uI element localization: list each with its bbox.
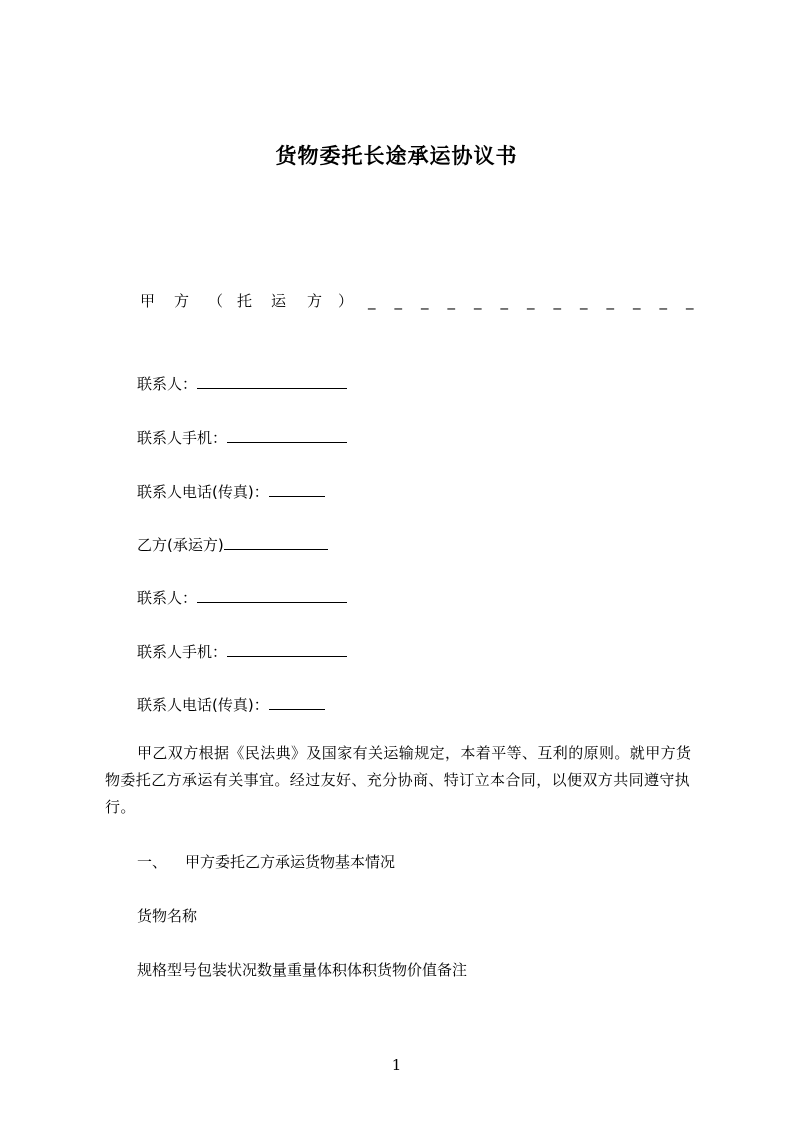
party-a-underscore: _ <box>580 292 588 310</box>
party-b-contact-label: 联系人： <box>137 589 198 607</box>
section-1-heading <box>137 852 395 872</box>
party-a-underscore: _ <box>686 292 694 310</box>
party-a-underscore: _ <box>421 292 429 310</box>
party-a-underscore: _ <box>394 292 402 310</box>
party-a-underscore: _ <box>500 292 508 310</box>
party-b-phone-fax <box>137 693 325 715</box>
party-b-label: 乙方(承运方) <box>137 536 224 554</box>
party-b-line <box>137 533 328 555</box>
party-a-mobile-label: 联系人手机： <box>137 429 228 447</box>
party-a-underscore: _ <box>606 292 614 310</box>
party-a-underscore: _ <box>659 292 667 310</box>
party-a-line <box>140 290 705 314</box>
party-b-contact <box>137 586 347 608</box>
section-1-number: 一、 <box>137 853 168 871</box>
party-b-mobile-label: 联系人手机： <box>137 643 228 661</box>
party-a-phone-fax-field[interactable] <box>269 480 325 497</box>
party-a-char: （ <box>208 292 224 310</box>
party-a-char: 甲 <box>140 292 156 310</box>
party-a-char: 运 <box>271 292 287 310</box>
party-b-phone-fax-label: 联系人电话(传真)： <box>137 696 269 714</box>
page-number: 1 <box>391 1056 402 1074</box>
goods-name-label: 货物名称 <box>137 907 198 925</box>
party-a-underscore: _ <box>447 292 455 310</box>
party-a-underscore: _ <box>474 292 482 310</box>
party-a-mobile-field[interactable] <box>227 426 347 443</box>
party-a-underscore: _ <box>633 292 641 310</box>
party-a-char: ） <box>338 292 354 310</box>
party-b-name-field[interactable] <box>224 533 328 550</box>
party-a-mobile <box>137 426 347 448</box>
party-a-underscore: _ <box>527 292 535 310</box>
party-a-underscore: _ <box>553 292 561 310</box>
intro-paragraph: 甲乙双方根据《民法典》及国家有关运输规定，本着平等、互利的原则。就甲方货物委托乙方承运有关事宜。经过友好、充分协商、特订立本合同，以便双方共同遵守执行。 <box>105 744 692 816</box>
party-b-mobile-field[interactable] <box>227 640 347 657</box>
party-a-char: 方 <box>307 292 323 310</box>
party-a-phone-fax-label: 联系人电话(传真)： <box>137 483 269 501</box>
document-title: 货物委托长途承运协议书 <box>275 144 518 168</box>
party-b-phone-fax-field[interactable] <box>269 693 325 710</box>
party-a-char: 方 <box>174 292 190 310</box>
party-a-contact-field[interactable] <box>197 372 347 389</box>
goods-columns-line: 规格型号包装状况数量重量体积体积货物价值备注 <box>137 961 468 979</box>
section-1-title: 甲方委托乙方承运货物基本情况 <box>185 853 396 871</box>
party-b-contact-field[interactable] <box>197 586 347 603</box>
party-a-phone-fax <box>137 480 325 502</box>
party-a-char: 托 <box>237 292 253 310</box>
party-b-mobile <box>137 640 347 662</box>
party-a-underscore: _ <box>368 292 376 310</box>
party-a-contact-label: 联系人： <box>137 375 198 393</box>
party-a-contact <box>137 372 347 394</box>
